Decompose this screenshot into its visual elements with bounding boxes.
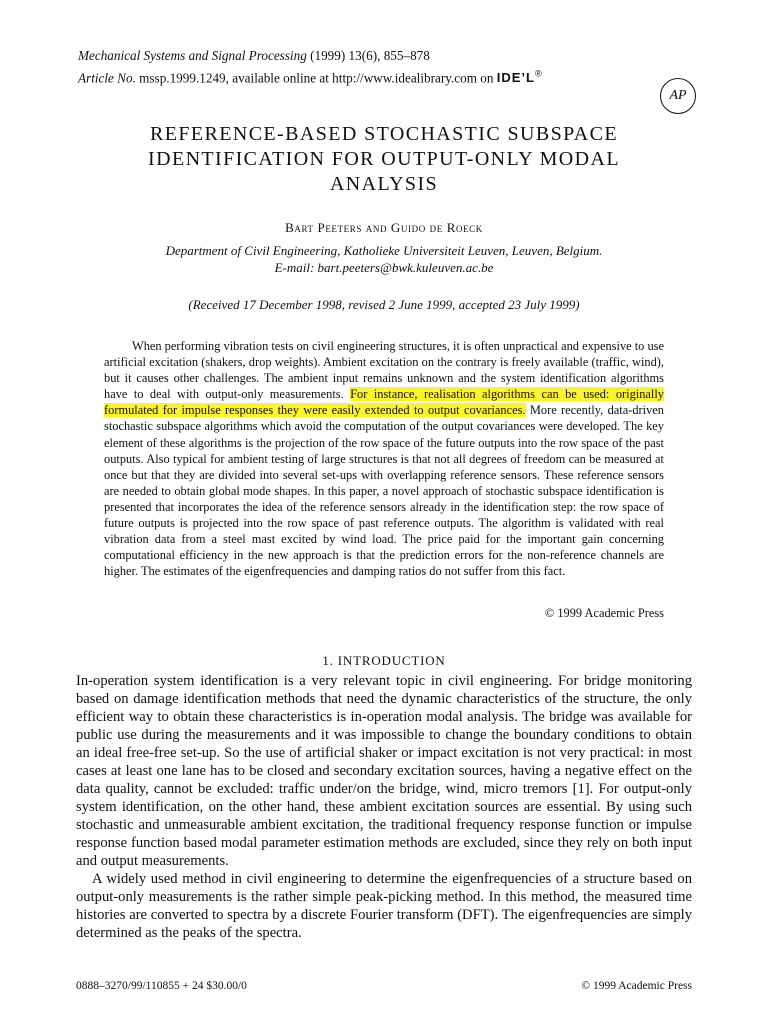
ideal-logo xyxy=(497,70,543,85)
department: Department of Civil Engineering, Katholieke Universiteit Leuven, Leuven, Belgium. xyxy=(165,243,603,258)
paper-title xyxy=(100,122,668,197)
title-line-2: IDENTIFICATION FOR OUTPUT-ONLY MODAL xyxy=(148,148,620,170)
article-no-label: Article No. xyxy=(78,70,136,86)
article-no-text: mssp.1999.1249, available online at http://www.idealibrary.com on xyxy=(135,70,497,86)
introduction-body xyxy=(76,672,692,942)
title-line-1: REFERENCE-BASED STOCHASTIC SUBSPACE xyxy=(150,123,618,145)
ideal-logo-text: IDE xyxy=(496,70,522,86)
ideal-logo-mark: ’L xyxy=(521,70,535,86)
authors: Bart Peeters and Guido de Roeck xyxy=(285,220,483,235)
journal-name: Mechanical Systems and Signal Processing xyxy=(78,48,307,63)
paragraph: A widely used method in civil engineering to determine the eigenfrequencies of a structure based on output-only measurements is the rather simple peak-picking method. In this method, the measured time histories are converted to spectra by a discrete Fourier transform (DFT). The eigenfrequencies are simply determined as the peaks of the spectra. xyxy=(76,871,692,941)
title-line-3: ANALYSIS xyxy=(329,173,439,195)
received-dates: (Received 17 December 1998, revised 2 June 1999, accepted 23 July 1999) xyxy=(188,297,580,312)
abstract xyxy=(104,338,664,579)
abstract-text-start: When performing vibration tests on civil engineering structures, it is often unpractical and expensive to use artificial excitation (shakers, drop weights). Ambient excitation on the contrary is freely available (traffic, wind), but it causes other challenges. The ambient input remains unknown and the system identification algorithms have to deal with output-only measurements. xyxy=(104,339,664,402)
paragraph: In-operation system identification is a very relevant topic in civil engineering. For bridge monitoring based on damage identification methods that need the dynamic characteristics of the structure, the only efficient way to obtain these characteristics is in-operation modal analysis. The bridge was available for public use during the measurements and it was impossible to change the boundary conditions to obtain an ideal free-free set-up. So the use of artificial shaker or impact excitation is not very practical: in most cases at least one lane has to be closed and secondary excitation sources, having a negative effect on the data quality, cannot be excluded: traffic under/on the bridge, wind, micro tremors [1]. For output-only system identification, on the other hand, these ambient excitation sources are essential. By using such stochastic and unmeasurable ambient excitation, the traditional frequency response function or impulse response function based modal parameter estimation methods are excluded, since they rely on both input and output measurements. xyxy=(76,673,692,869)
highlighted-sentence: For instance, realisation algorithms can be used: originally formulated for impulse responses they were easily extended to output covariances. xyxy=(104,387,664,418)
journal-header xyxy=(78,46,543,87)
journal-citation-line xyxy=(78,46,543,65)
publisher-logo: AP xyxy=(660,78,696,114)
article-number-line xyxy=(78,65,543,87)
registered-mark: ® xyxy=(534,69,543,79)
abstract-text-end: More recently, data-driven stochastic subspace algorithms which avoid the computation of the output covariances were developed. The key element of these algorithms is the projection of the row space of the future outputs into the row space of the past outputs. Also typical for ambient testing of large structures is that not all degrees of freedom can be measured at once but that they are divided into several set-ups with overlapping reference sensors. These reference sensors are needed to obtain global mode shapes. In this paper, a novel approach of stochastic subspace identification is presented that incorporates the idea of the reference sensors already in the identification step: the row space of future outputs is projected into the row space of past reference outputs. The algorithm is validated with real vibration data from a steel mast excited by wind load. The price paid for the important gain concerning computational efficiency in the new approach is that the prediction errors for the non-reference channels are higher. The estimates of the eigenfrequencies and damping ratios do not suffer from this fact. xyxy=(104,403,664,579)
page-footer xyxy=(76,980,692,992)
section-heading: 1. INTRODUCTION xyxy=(322,653,446,668)
journal-citation: (1999) 13(6), 855–878 xyxy=(306,48,430,63)
footer-code: 0888–3270/99/110855 + 24 $30.00/0 xyxy=(76,980,247,992)
abstract-copyright: © 1999 Academic Press xyxy=(544,606,664,620)
email: E-mail: bart.peeters@bwk.kuleuven.ac.be xyxy=(274,260,494,275)
footer-copyright: © 1999 Academic Press xyxy=(581,980,692,992)
affiliation xyxy=(0,242,768,276)
